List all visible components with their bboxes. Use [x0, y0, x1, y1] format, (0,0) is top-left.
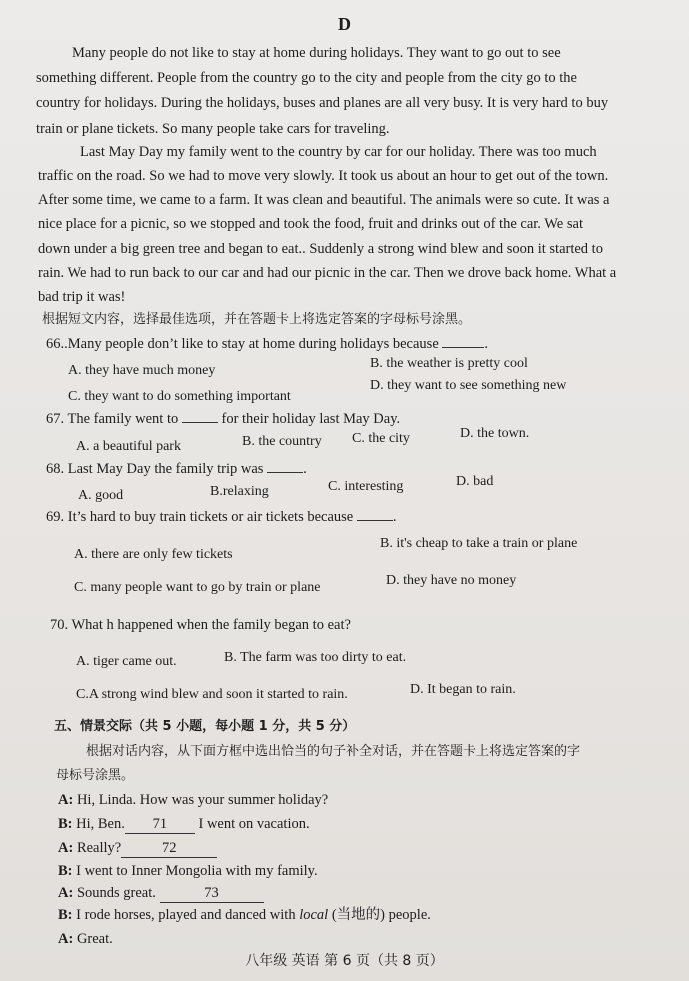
passage-line: traffic on the road. So we had to move very slowly. It took us about an hour to get out of the town. — [38, 168, 609, 184]
question-67 — [46, 410, 400, 428]
question-stem-end: . — [484, 336, 489, 352]
option-b: B. the country — [242, 434, 322, 449]
dialogue-text: Hi, Linda. How was your summer holiday? — [76, 792, 329, 808]
option-b: B.relaxing — [210, 484, 269, 499]
question-stem-end: for their holiday last May Day. — [221, 411, 401, 427]
dialogue-text: I went to Inner Mongolia with my family. — [76, 863, 318, 879]
section5-instruction: 母标号涂黑。 — [56, 768, 135, 783]
dialogue-text: Sounds great. — [76, 885, 156, 901]
option-d: D. they have no money — [386, 573, 517, 588]
option-b: B. the weather is pretty cool — [370, 356, 528, 371]
dialogue-line — [58, 815, 310, 834]
dialogue-line — [58, 930, 113, 948]
dialogue-line — [58, 862, 318, 880]
passage-line: train or plane tickets. So many people take cars for traveling. — [36, 121, 390, 137]
section5-title: 五、情景交际（共 5 小题，每小题 1 分，共 5 分） — [54, 719, 356, 734]
answer-blank — [442, 347, 484, 348]
speaker-label: A: — [58, 840, 74, 856]
blank-71: 71 — [125, 815, 195, 834]
question-stem: 67. The family went to — [46, 411, 179, 427]
section5-instruction: 根据对话内容，从下面方框中选出恰当的句子补全对话，并在答题卡上将选定答案的字 — [86, 744, 581, 759]
option-a: A. a beautiful park — [76, 439, 181, 454]
option-b: B. The farm was too dirty to eat. — [224, 650, 407, 665]
blank-72: 72 — [121, 839, 217, 858]
option-a: A. there are only few tickets — [74, 547, 233, 562]
option-c: C.A strong wind blew and soon it started to rain. — [76, 687, 348, 702]
option-b: B. it's cheap to take a train or plane — [380, 536, 578, 551]
option-a: A. good — [78, 488, 124, 503]
speaker-label: A: — [58, 885, 74, 901]
passage-line: nice place for a picnic, so we stopped and took the food, fruit and drinks out of the car. We sat — [38, 216, 583, 232]
question-stem: 66..Many people don’t like to stay at home during holidays because — [46, 336, 439, 352]
option-a: A. tiger came out. — [76, 654, 177, 669]
speaker-label: A: — [58, 792, 74, 808]
passage-line: down under a big green tree and began to eat.. Suddenly a strong wind blew and soon it started to — [38, 241, 603, 257]
answer-blank — [267, 472, 303, 473]
dialogue-text: I went on vacation. — [198, 816, 310, 832]
dialogue-text: Hi, Ben. — [76, 816, 125, 832]
answer-blank — [182, 422, 218, 423]
question-66 — [46, 335, 488, 353]
answer-blank — [357, 520, 393, 521]
question-69 — [46, 508, 396, 526]
option-c: C. many people want to go by train or plane — [74, 580, 321, 595]
speaker-label: B: — [58, 907, 73, 923]
dialogue-line — [58, 906, 431, 924]
passage-line: After some time, we came to a farm. It was clean and beautiful. The animals were so cute. It was a — [38, 192, 610, 208]
question-stem-end: . — [303, 461, 307, 477]
question-stem: 68. Last May Day the family trip was — [46, 461, 264, 477]
option-d: D. It began to rain. — [410, 682, 516, 697]
option-d: D. the town. — [460, 426, 530, 441]
passage-line: Many people do not like to stay at home during holidays. They want to go out to see — [72, 45, 561, 61]
option-c: C. they want to do something important — [68, 389, 291, 404]
dialogue-text: Great. — [76, 931, 113, 947]
option-c: C. the city — [352, 431, 410, 446]
passage-line: rain. We had to run back to our car and had our picnic in the car. Then we drove back home. What a — [38, 265, 617, 281]
speaker-label: A: — [58, 931, 74, 947]
question-stem-end: . — [392, 509, 397, 525]
dialogue-line — [58, 839, 217, 858]
dialogue-italic: local — [299, 907, 329, 923]
passage-line: something different. People from the country go to the city and people from the city go to the — [36, 70, 577, 86]
dialogue-text: (当地的) people. — [328, 907, 431, 923]
option-d: D. they want to see something new — [370, 378, 567, 393]
passage-line: Last May Day my family went to the country by car for our holiday. There was too much — [80, 144, 597, 160]
dialogue-text: Really? — [76, 840, 122, 856]
speaker-label: B: — [58, 816, 73, 832]
dialogue-text: I rode horses, played and danced with — [76, 907, 300, 923]
option-a: A. they have much money — [68, 363, 216, 378]
reading-instruction: 根据短文内容，选择最佳选项，并在答题卡上将选定答案的字母标号涂黑。 — [42, 312, 472, 327]
question-68 — [46, 460, 307, 478]
option-c: C. interesting — [328, 479, 404, 494]
section-letter: D — [338, 14, 351, 34]
page-footer: 八年级 英语 第 6 页（共 8 页） — [245, 953, 444, 969]
passage-line: bad trip it was! — [38, 289, 126, 305]
blank-73: 73 — [160, 884, 264, 903]
dialogue-line — [58, 884, 264, 903]
option-d: D. bad — [456, 474, 494, 489]
dialogue-line — [58, 791, 328, 809]
question-70: 70. What h happened when the family began to eat? — [50, 617, 351, 633]
question-stem: 69. It’s hard to buy train tickets or air tickets because — [46, 509, 354, 525]
passage-line: country for holidays. During the holidays, buses and planes are all very busy. It is very hard to buy — [36, 95, 609, 111]
speaker-label: B: — [58, 863, 73, 879]
